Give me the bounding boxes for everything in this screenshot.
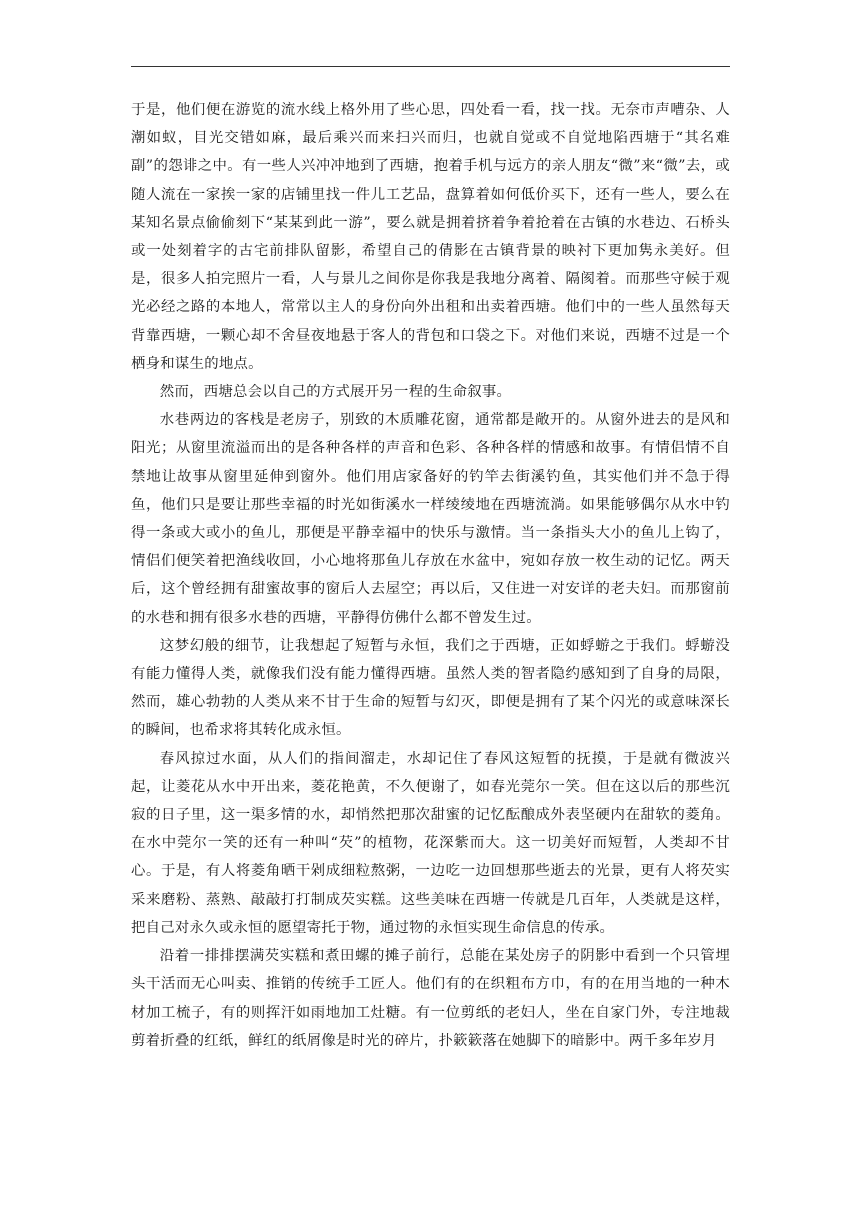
paragraph-3: 水巷两边的客栈是老房子，别致的木质雕花窗，通常都是敞开的。从窗外进去的是风和阳光；从窗里流溢而出的是各种各样的声音和色彩、各种各样的情感和故事。有情侣情不自禁地让故事从窗里延伸到窗外。他们用店家备好的钓竿去街溪钓鱼，其实他们并不急于得鱼，他们只是要让那些幸福的时光如街溪水一样绫绫地在西塘流淌。如果能够偶尔从水中钓得一条或大或小的鱼儿，那便是平静幸福中的快乐与激情。当一条指头大小的鱼儿上钩了，情侣们便笑着把渔线收回，小心地将那鱼儿存放在水盆中，宛如存放一枚生动的记忆。两天后，这个曾经拥有甜蜜故事的窗后人去屋空；再以后，又住进一对安详的老夫妇。而那窗前的水巷和拥有很多水巷的西塘，平静得仿佛什么都不曾发生过。 — [131, 412, 730, 626]
paragraph-6: 沿着一排排摆满芡实糕和煮田螺的摊子前行，总能在某处房子的阴影中看到一个只管埋头干活而无心叫卖、推销的传统手工匠人。他们有的在织粗布方巾，有的在用当地的一种木材加工梳子，有的则挥汗如雨地加工灶糖。有一位剪纸的老妇人，坐在自家门外，专注地裁剪着折叠的红纸，鲜红的纸屑像是时光的碎片，扑簌簌落在她脚下的暗影中。两千多年岁月 — [131, 948, 730, 1049]
paragraph-4: 这梦幻般的细节，让我想起了短暂与永恒，我们之于西塘，正如蜉蝣之于我们。蜉蝣没有能力懂得人类，就像我们没有能力懂得西塘。虽然人类的智者隐约感知到了自身的局限，然而，雄心勃勃的人类从来不甘于生命的短暂与幻灭，即便是拥有了某个闪光的或意味深长的瞬间，也希求将其转化成永恒。 — [131, 637, 730, 739]
paragraph-1: 于是，他们便在游览的流水线上格外用了些心思，四处看一看，找一找。无奈市声嘈杂、人潮如蚁，目光交错如麻，最后乘兴而来扫兴而归，也就自觉或不自觉地陷西塘于“其名难副”的怨诽之中。有一些人兴冲冲地到了西塘，抱着手机与远方的亲人朋友“微”来“微”去，或随人流在一家挨一家的店铺里找一件儿工艺品，盘算着如何低价买下，还有一些人，要么在某知名景点偷偷刻下“某某到此一游”，要么就是拥着挤着争着抢着在古镇的水巷边、石桥头或一处刻着字的古宅前排队留影，希望自己的倩影在古镇背景的映衬下更加隽永美好。但是，很多人拍完照片一看，人与景儿之间你是你我是我地分离着、隔阂着。而那些守候于观光必经之路的本地人，常常以主人的身份向外出租和出卖着西塘。他们中的一些人虽然每天背靠西塘，一颗心却不舍昼夜地悬于客人的背包和口袋之下。对他们来说，西塘不过是一个栖身和谋生的地点。 — [131, 102, 730, 372]
header-rule — [131, 66, 730, 67]
article-body — [131, 96, 730, 1055]
paragraph-5: 春风掠过水面，从人们的指间溜走，水却记住了春风这短暂的抚摸，于是就有微波兴起，让菱花从水中开出来，菱花艳黄，不久便谢了，如春光莞尔一笑。但在这以后的那些沉寂的日子里，这一渠多情的水，却悄然把那次甜蜜的记忆酝酿成外表坚硬内在甜软的菱角。在水中莞尔一笑的还有一种叫“芡”的植物，花深紫而大。这一切美好而短暂，人类却不甘心。于是，有人将菱角晒干剁成细粒熬粥，一边吃一边回想那些逝去的光景，更有人将芡实采来磨粉、蒸熟、敲敲打打制成芡实糕。这些美味在西塘一传就是几百年，人类就是这样，把自己对永久或永恒的愿望寄托于物，通过物的永恒实现生命信息的传承。 — [131, 750, 730, 936]
paragraph-2: 然而，西塘总会以自己的方式展开另一程的生命叙事。 — [159, 384, 512, 401]
